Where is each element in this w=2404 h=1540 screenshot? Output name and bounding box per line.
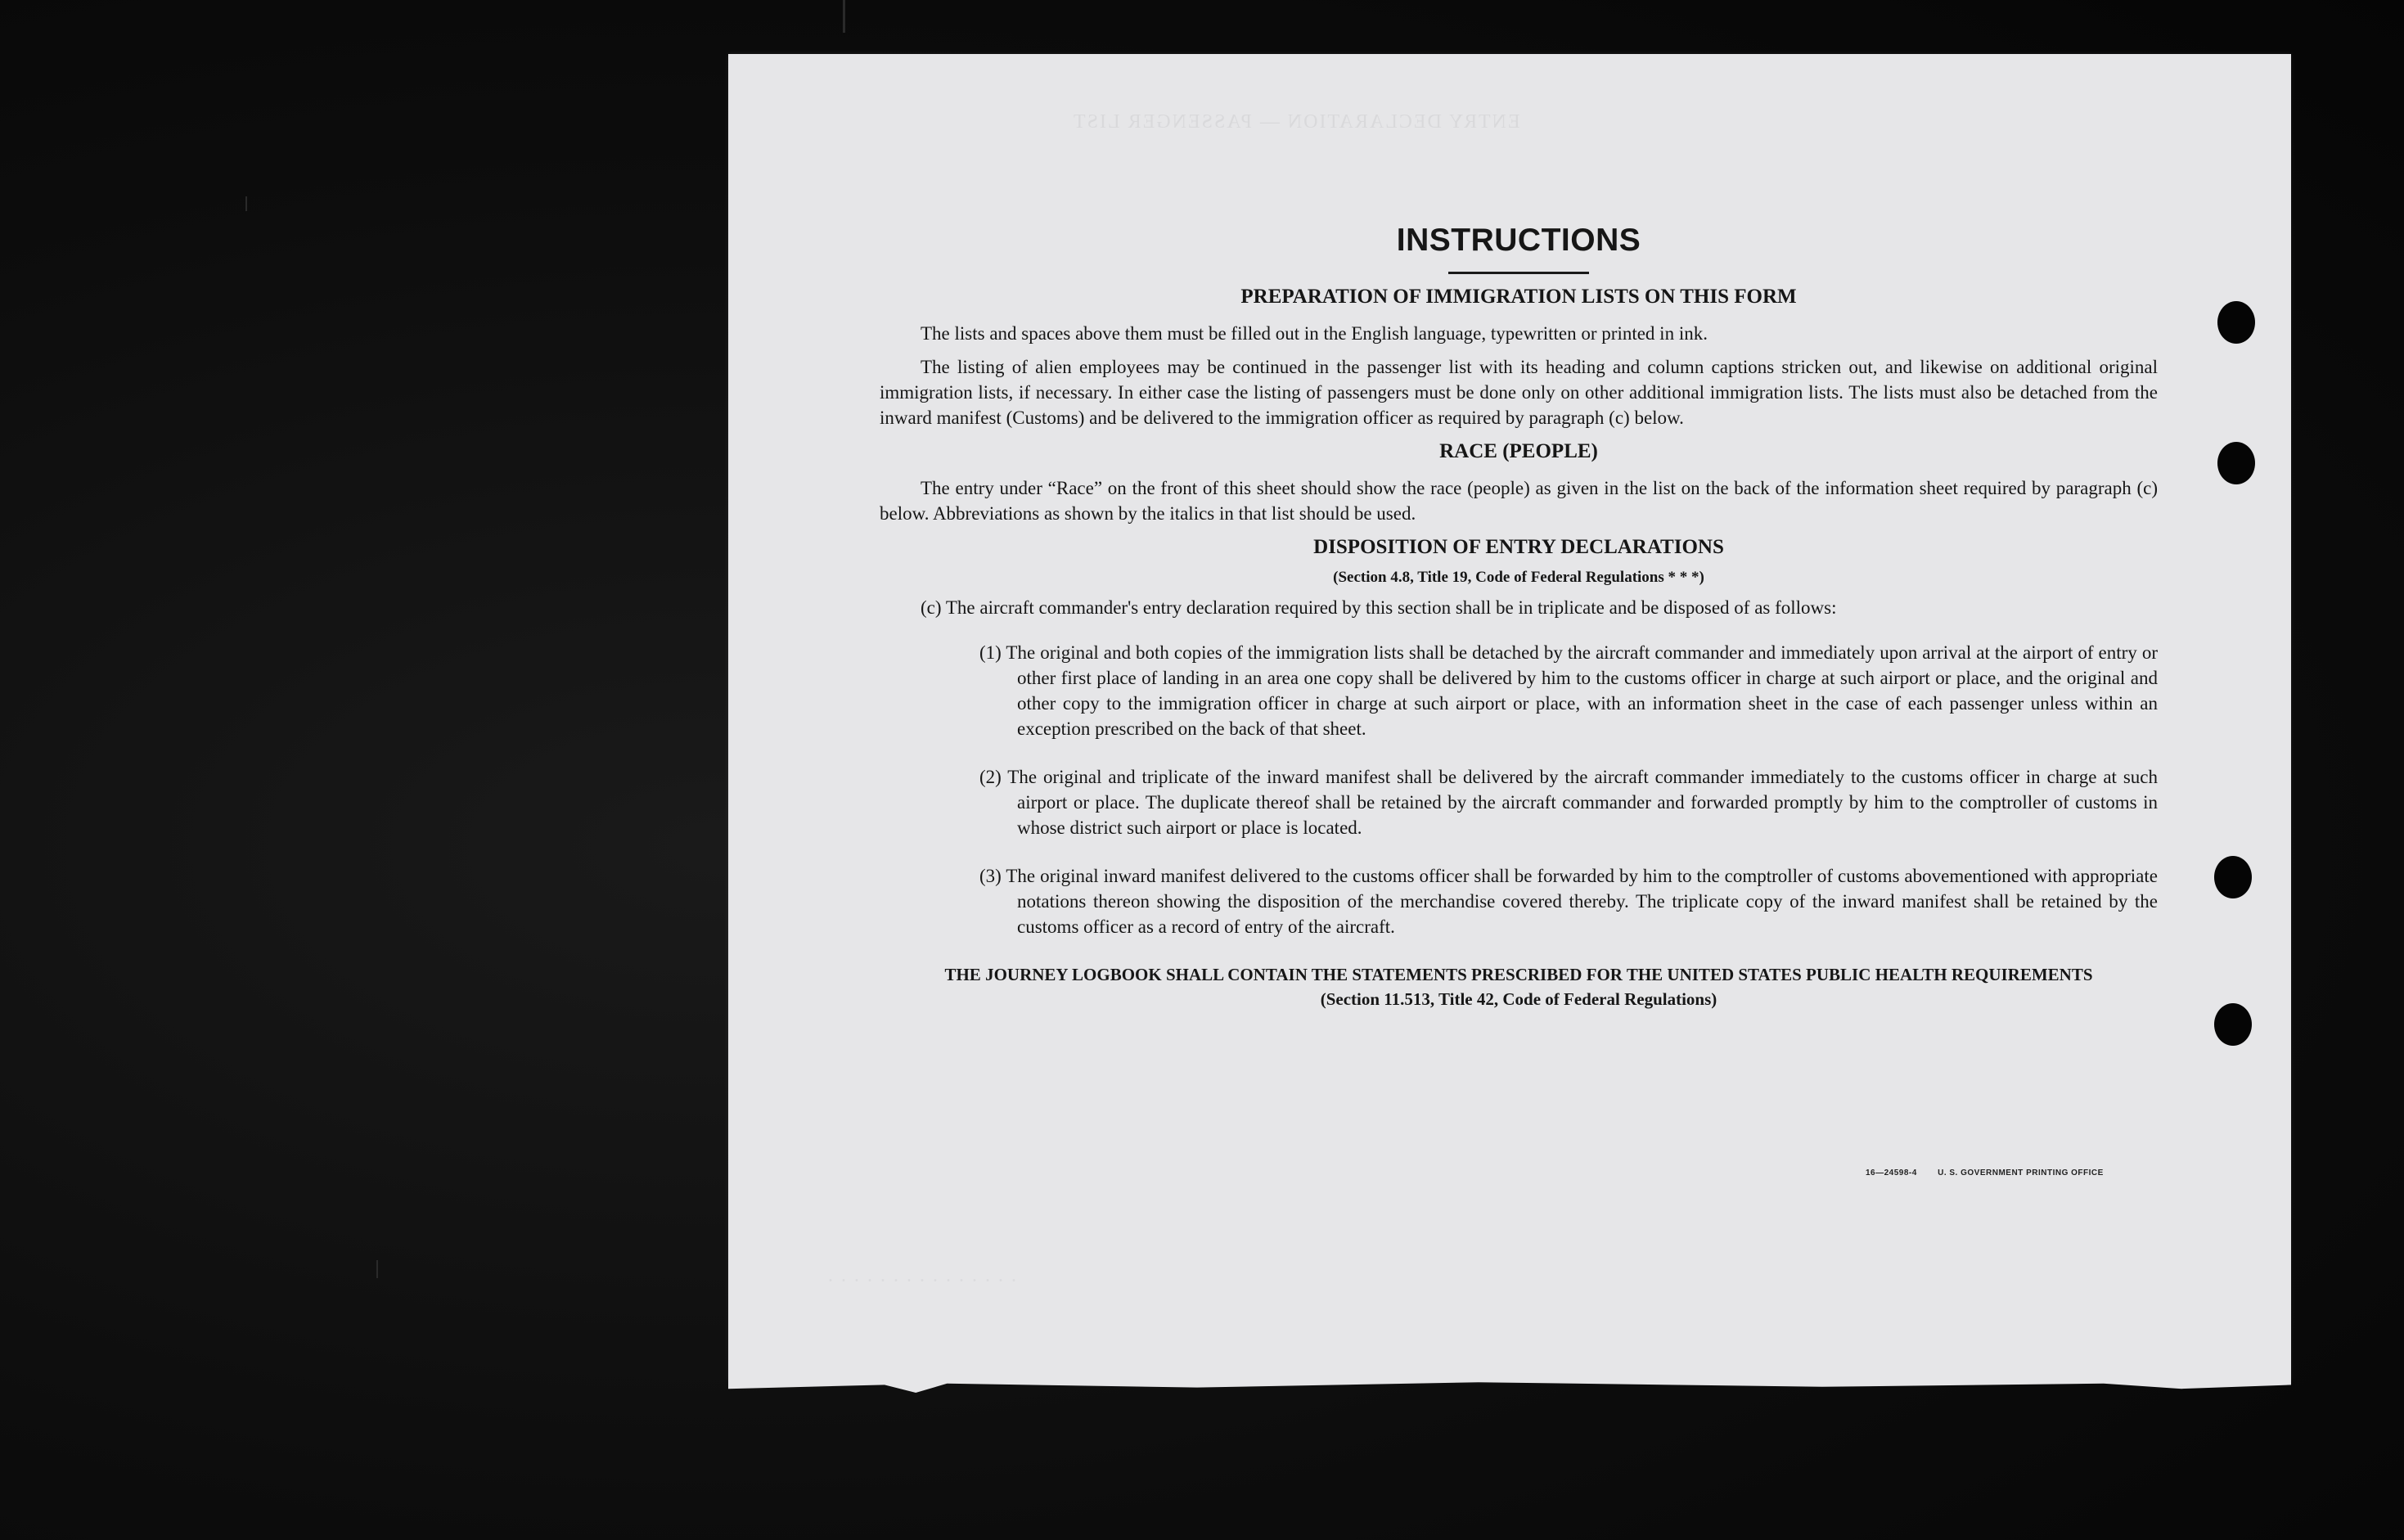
printer-imprint [1866,1169,2122,1178]
form-number: 16—24598-4 [1866,1169,1917,1178]
printer-name: U. S. GOVERNMENT PRINTING OFFICE [1938,1169,2104,1178]
film-streak [245,196,247,211]
race-heading: RACE (PEOPLE) [1439,440,1598,462]
instructions-content [880,219,2158,1011]
preparation-paragraph: The listing of alien employees may be continued in the passenger list with its heading and column captions stricken out, and likewise on additional original immigration lists, if necessary. In either case the listing of passengers must be done only on other additional immigration lists. The lists must also be detached from the inward manifest (Customs) and be delivered to the immigration officer as required by paragraph (c) below. [880,357,2158,428]
disposition-item: (3) The original inward manifest delivered to the customs officer shall be forwarded by him to the comptroller of customs abovementioned with appropriate notations thereon showing the disposition of the merchandise covered thereby. The triplicate copy of the inward manifest shall be retained by the customs officer as a record of entry of the aircraft. [979,866,2158,937]
film-streak [843,0,845,33]
disposition-item: (2) The original and triplicate of the inward manifest shall be delivered by the aircraft commander immediately to the customs officer in charge at such airport or place. The duplicate thereof shall be retained by the aircraft commander and forwarded promptly by him to the comptroller of customs in whose district such airport or place is located. [979,767,2158,838]
disposition-citation: (Section 4.8, Title 19, Code of Federal Regulations * * *) [1333,569,1704,586]
film-streak [376,1260,378,1278]
page-title: INSTRUCTIONS [1396,223,1641,258]
punch-hole [2217,301,2255,344]
logbook-requirement [880,962,2158,1011]
punch-hole [2214,1003,2252,1046]
logbook-citation: (Section 11.513, Title 42, Code of Federal Regulations) [1320,989,1717,1009]
punch-hole [2214,856,2252,898]
bleed-through-text: . . . . . . . . . . . . . . . [826,1265,1016,1286]
disposition-heading: DISPOSITION OF ENTRY DECLARATIONS [1313,536,1724,558]
title-divider [1448,272,1589,274]
preparation-heading: PREPARATION OF IMMIGRATION LISTS ON THIS FORM [1240,286,1797,308]
disposition-intro: (c) The aircraft commander's entry declaration required by this section shall be in triplicate and be disposed of as follows: [921,597,1837,618]
disposition-item: (1) The original and both copies of the immigration lists shall be detached by the aircraft commander and immediately upon arrival at the airport of entry or other first place of landing in an area one copy shall be delivered by him to the customs officer in charge at such airport or place, and the original and other copy to the immigration officer in charge at such airport or place, with an information sheet in the case of each passenger unless within an exception prescribed on the back of that sheet. [979,642,2158,739]
punch-hole [2217,442,2255,484]
preparation-paragraph: The lists and spaces above them must be filled out in the English language, typewritten or printed in ink. [921,323,1708,344]
bleed-through-text: ENTRY DECLARATION — PASSENGER LIST [1072,111,1520,133]
logbook-requirement-line: THE JOURNEY LOGBOOK SHALL CONTAIN THE STATEMENTS PRESCRIBED FOR THE UNITED STATES PUBLIC HEALTH REQUIREMENTS [944,965,2093,984]
race-paragraph: The entry under “Race” on the front of this sheet should show the race (people) as given in the list on the back of the information sheet required by paragraph (c) below. Abbreviations as shown by the italics in that list should be used. [880,478,2158,524]
